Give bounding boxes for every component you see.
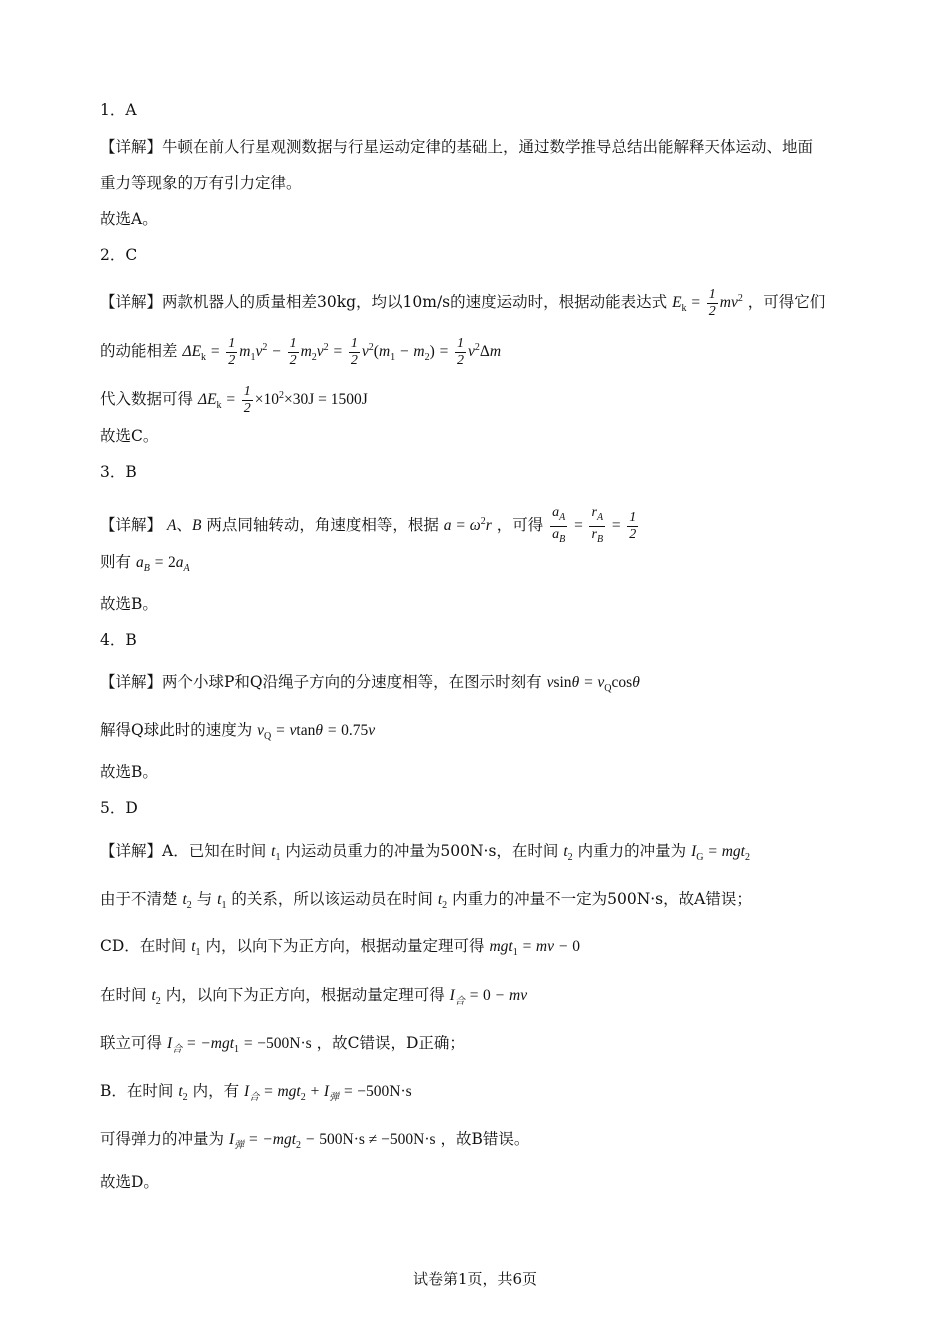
answer-selection: 故选C。 [100, 427, 159, 445]
answer-number: 1．A [100, 101, 137, 119]
formula-net-impulse: $I_合 = -mgt_1 = -500N\cdot s$ [166, 1035, 312, 1056]
explanation-text: 在时间 [100, 986, 147, 1004]
answer-number: 5．D [100, 799, 138, 817]
explanation-text: 内重力的冲量不一定为500N·s，故A错误； [452, 890, 752, 908]
answer-selection: 故选B。 [100, 763, 158, 781]
explanation-text: ，可得 [496, 515, 544, 534]
explanation-text: 与 [196, 890, 213, 908]
explanation-text: 解得Q球此时的速度为 [100, 721, 253, 739]
formula-velocity-q: $v_Q = vtan\theta = 0.75v$ [257, 722, 376, 743]
explanation-line [100, 672, 640, 699]
formula-elastic-impulse: $I_弹 = -mgt_2 - 500N\cdot s \ne -500N\cdot s$ [228, 1131, 436, 1152]
explanation-line [100, 384, 368, 417]
formula-points: A [166, 516, 177, 534]
explanation-line [100, 287, 825, 320]
explanation-text: 【详解】两个小球P和Q沿绳子方向的分速度相等，在图示时刻有 [100, 673, 542, 691]
formula-result: $a_B = 2a_A$ [135, 554, 190, 575]
formula-acceleration: $a = \omega^2r$ [443, 515, 492, 534]
explanation-line: 【详解】牛顿在前人行星观测数据与行星运动定律的基础上，通过数学推导总结出能解释天体运动、地面 [100, 138, 814, 156]
explanation-text: 内运动员重力的冲量为500N·s，在时间 [285, 842, 559, 860]
explanation-line [100, 1033, 465, 1060]
answer-number: 2．C [100, 246, 138, 264]
answer-number: 4．B [100, 631, 137, 649]
formula-energy-difference: $\Delta E_k$ = $\frac{1}{2}$ $m_1v^2$ − $\frac{1}{2}$ $m_2v^2$ = $\frac{1}{2}$ $v^2(m_1 - m_2)$ = $\frac{1}{2}$ $v^2\Delta m$ [182, 336, 502, 368]
explanation-text: 内，以向下为正方向，根据动量定理可得 [165, 986, 445, 1004]
explanation-text: 【详解】两款机器人的质量相差30kg，均以10m/s的速度运动时，根据动能表达式 [100, 293, 668, 312]
formula-momentum-2: $I_合 = 0$ − mv [449, 987, 528, 1008]
explanation-line: B．在时间 $t_2$ 内，有 $I_合 = mgt_2 + I_弹 = -500N\cdot s$ [100, 1082, 412, 1104]
answer-selection: 故选D。 [100, 1173, 159, 1191]
formula-velocity-relation: $vsin\theta = v_Q\cos\theta$ [546, 674, 640, 695]
explanation-text: 【详解】 [100, 515, 163, 534]
answer-selection: 故选B。 [100, 595, 158, 613]
formula-gravity-impulse: $I_G = mgt_2$ [691, 843, 750, 864]
page-footer: 试卷第1页，共6页 [412, 1270, 538, 1288]
formula-impulse-sum: $I_合 = mgt_2 + I_弹 = -500N\cdot s$ [244, 1083, 412, 1104]
explanation-text: 可得弹力的冲量为 [100, 1130, 225, 1148]
explanation-text: ，故C错误，D正确； [316, 1034, 465, 1052]
formula-substitution: $\Delta E_k$ = $\frac{1}{2}$ $\times 10^2\times 30J = 1500J$ [197, 384, 368, 416]
explanation-text: ，可得它们 [747, 293, 826, 312]
explanation-text: 两点同轴转动，角速度相等，根据 [206, 515, 439, 534]
explanation-text: 内，有 [192, 1082, 240, 1100]
explanation-text: 内，以向下为正方向，根据动量定理可得 [205, 937, 485, 955]
formula-kinetic-energy: $E_k$ = $\frac{1}{2}$ $mv^2$ [672, 287, 743, 319]
explanation-text: 【详解】A．已知在时间 [100, 842, 267, 860]
formula-momentum-1: mgt$_1$ = mv − 0 [489, 938, 580, 959]
explanation-line: 在时间 $t_2$ 内，以向下为正方向，根据动量定理可得 $I_合 = 0$ − mv [100, 986, 528, 1008]
explanation-line [100, 1129, 529, 1156]
explanation-text: ，故B错误。 [440, 1130, 530, 1148]
explanation-line: 重力等现象的万有引力定律。 [100, 174, 302, 192]
explanation-text: 的动能相差 [100, 342, 178, 361]
answer-selection: 故选A。 [100, 210, 158, 228]
explanation-line [100, 552, 190, 579]
answer-number: 3．B [100, 463, 137, 481]
explanation-text: B．在时间 [100, 1082, 174, 1100]
explanation-line [100, 720, 375, 747]
explanation-text: 内重力的冲量为 [577, 842, 687, 860]
explanation-line: 【详解】 A、B 两点同轴转动，角速度相等，根据 $a = \omega^2r$ ，可得 $\frac{a_A}{a_B}$ = $\frac{r_A}{r_B}$ = $\frac{1}{2}$ [100, 505, 640, 548]
explanation-text: CD．在时间 [100, 937, 187, 955]
explanation-text: 的关系，所以该运动员在时间 [231, 890, 433, 908]
explanation-line [100, 336, 501, 369]
explanation-line: 由于不清楚 $t_2$ 与 $t_1$ 的关系，所以该运动员在时间 $t_2$ 内重力的冲量不一定为500N·s，故A错误； [100, 890, 752, 912]
formula-ratio: $\frac{a_A}{a_B}$ = $\frac{r_A}{r_B}$ = $\frac{1}{2}$ [552, 505, 637, 545]
explanation-text: 联立可得 [100, 1034, 163, 1052]
explanation-line: 【详解】A．已知在时间 $t_1$ 内运动员重力的冲量为500N·s，在时间 $t_2$ 内重力的冲量为 $I_G = mgt_2$ [100, 842, 750, 864]
explanation-text: 由于不清楚 [100, 890, 178, 908]
explanation-line: CD．在时间 $t_1$ 内，以向下为正方向，根据动量定理可得 mgt$_1$ = mv − 0 [100, 937, 580, 959]
explanation-text: 代入数据可得 [100, 390, 194, 409]
explanation-text: 则有 [100, 553, 132, 571]
